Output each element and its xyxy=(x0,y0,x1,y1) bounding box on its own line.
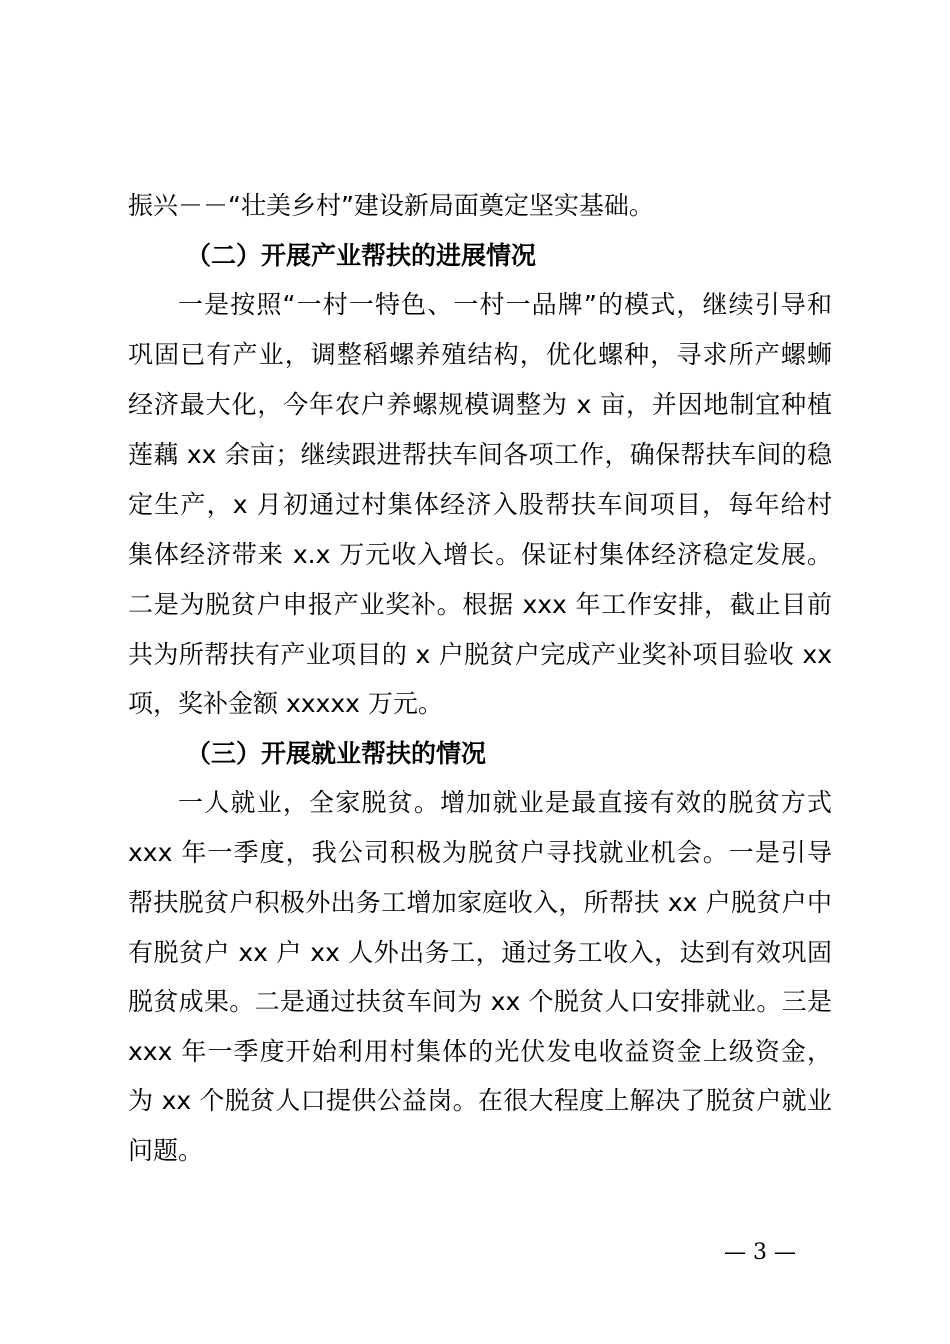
paragraph-line: xxx 年一季度开始利用村集体的光伏发电收益资金上级资金， xyxy=(128,1037,832,1066)
paragraph-line: xxx 年一季度，我公司积极为脱贫户寻找就业机会。一是引导 xyxy=(128,838,832,867)
paragraph-line: 定生产，x 月初通过村集体经济入股帮扶车间项目，每年给村 xyxy=(128,490,832,519)
paragraph-line: 问题。 xyxy=(128,1136,204,1165)
paragraph-line: 集体经济带来 x.x 万元收入增长。保证村集体经济稳定发展。 xyxy=(128,540,832,569)
section-heading: （三）开展就业帮扶的情况 xyxy=(186,739,487,768)
paragraph-line: 振兴－－“壮美乡村”建设新局面奠定坚实基础。 xyxy=(128,191,654,220)
paragraph-line: 二是为脱贫户申报产业奖补。根据 xxx 年工作安排，截止目前 xyxy=(128,590,832,619)
paragraph-line: 有脱贫户 xx 户 xx 人外出务工，通过务工收入，达到有效巩固 xyxy=(128,938,832,967)
paragraph-line: 一人就业，全家脱贫。增加就业是最直接有效的脱贫方式 xyxy=(178,788,832,817)
paragraph-line: 脱贫成果。二是通过扶贫车间为 xx 个脱贫人口安排就业。三是 xyxy=(128,987,832,1016)
paragraph-line: 帮扶脱贫户积极外出务工增加家庭收入，所帮扶 xx 户脱贫户中 xyxy=(128,888,832,917)
paragraph-line: 一是按照“一村一特色、一村一品牌”的模式，继续引导和 xyxy=(178,290,832,319)
page-number: — 3 — xyxy=(724,1240,796,1265)
paragraph-line: 经济最大化，今年农户养螺规模调整为 x 亩，并因地制宜种植 xyxy=(128,390,832,419)
paragraph-line: 为 xx 个脱贫人口提供公益岗。在很大程度上解决了脱贫户就业 xyxy=(128,1086,832,1115)
paragraph-line: 共为所帮扶有产业项目的 x 户脱贫户完成产业奖补项目验收 xx xyxy=(128,640,832,669)
paragraph-line: 莲藕 xx 余亩；继续跟进帮扶车间各项工作，确保帮扶车间的稳 xyxy=(128,440,832,469)
paragraph-line: 巩固已有产业，调整稻螺养殖结构，优化螺种，寻求所产螺蛳 xyxy=(128,340,832,369)
paragraph-line: 项，奖补金额 xxxxx 万元。 xyxy=(128,689,443,718)
section-heading: （二）开展产业帮扶的进展情况 xyxy=(186,241,537,270)
